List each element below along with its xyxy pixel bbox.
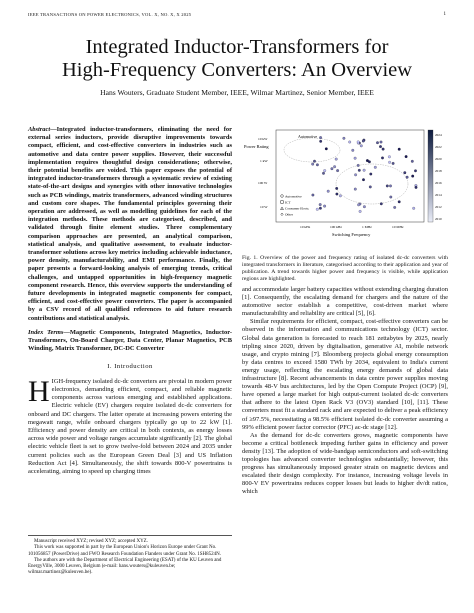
data-point bbox=[319, 203, 322, 206]
data-point bbox=[319, 207, 322, 210]
ict-region bbox=[336, 164, 408, 204]
data-point bbox=[406, 176, 409, 179]
data-point bbox=[323, 169, 326, 172]
colorbar-tick: 2012 bbox=[435, 205, 442, 209]
legend-marker bbox=[281, 201, 284, 204]
data-point bbox=[392, 162, 395, 165]
data-point bbox=[398, 201, 401, 204]
body-paragraph: As the demand for dc-dc converters grows, magnetic components have become a critical bottleneck impeding further gains in efficiency and power density [13]. The adoption of wide-bandgap semiconductors and soft-switching topologies has advanced converter technologies substantially; however, this progress has simultaneously imposed greater strain on magnetic devices and escalated their design complexity. For instance, increasing voltage levels in 800-V EV powertrains reduces copper losses but leads to higher dv/dt ratios, which bbox=[242, 431, 448, 496]
footnotes bbox=[28, 535, 232, 577]
title-line-2: High-Frequency Converters: An Overview bbox=[61, 59, 413, 81]
data-point bbox=[352, 149, 355, 152]
footnote: This work was supported in part by the European Union's Horizon Europe under Grant No. 101056857 (PowerDrive) and FWO Research Foundation Flanders under Grant No. 1SH8524N. bbox=[28, 545, 222, 557]
data-point bbox=[362, 178, 365, 181]
data-point bbox=[348, 141, 351, 144]
data-point bbox=[389, 185, 392, 188]
data-point bbox=[343, 137, 346, 140]
data-point bbox=[319, 136, 322, 139]
right-column-body bbox=[242, 286, 448, 496]
data-point bbox=[322, 172, 325, 175]
legend-entry: Other bbox=[285, 212, 293, 217]
automotive-region bbox=[284, 138, 340, 162]
colorbar-tick: 2018 bbox=[435, 169, 442, 173]
data-point bbox=[411, 175, 414, 178]
data-point bbox=[327, 190, 330, 193]
left-column bbox=[28, 126, 232, 476]
x-tick: 1 MHz bbox=[362, 225, 372, 229]
x-tick: 10 kHz bbox=[300, 225, 311, 229]
legend bbox=[281, 195, 310, 217]
footnote: Manuscript received XYZ; revised XYZ; accepted XYZ. bbox=[34, 539, 148, 544]
data-point bbox=[325, 148, 328, 151]
data-point bbox=[380, 203, 383, 206]
data-point bbox=[313, 160, 316, 163]
data-point bbox=[381, 157, 384, 160]
index-terms-label: Index Terms bbox=[28, 328, 64, 336]
colorbar-tick: 2024 bbox=[435, 133, 442, 137]
data-point bbox=[374, 166, 377, 169]
legend-entry: Automotive bbox=[285, 194, 302, 199]
title-line-1: Integrated Inductor-Transformers for bbox=[85, 36, 389, 58]
data-point bbox=[359, 210, 362, 213]
data-point bbox=[336, 169, 339, 172]
colorbar-tick: 2022 bbox=[435, 145, 442, 149]
paper-title bbox=[20, 36, 454, 82]
data-point bbox=[393, 206, 396, 209]
data-point bbox=[415, 186, 418, 189]
page-number: 1 bbox=[443, 12, 446, 17]
abstract-text: —Integrated inductor-transformers, eliminating the need for external series inductors, provide disruptive improvements towards compact, efficient, and cost-effective converters in industries such as automotive and data centre power supplies. However, their successful implementation requires thoughtful design considerations; otherwise, their potential benefits are voided. This paper exposes the potential of integrated inductor-transformers through a systematic review of existing state-of-the-art designs and synergies with other innovative technologies such as PCB windings, matrix transformers, advanced winding structures and custom core shapes. The fundamental principles governing their operation are addressed, as well as modelling guidelines for each of the integration methods. These methods are categorised, described, and validated through finite element studies. Three complementary comparison approaches are presented, an analytical comparison, statistical analysis, and qualitative assessment, to evaluate inductor-transformer solutions across key metrics including achievable inductance, power density, manufacturability, and EMI performance. Finally, the paper presents a forward-looking analysis of emerging trends, critical challenges, and untapped opportunities in high-frequency magnetic component research. Hence, this overview supports the understanding of future developments in integrated magnetic components for compact, efficient, and cost-effective power converters. The paper is accompanied by a CSV record of all qualified references to aid future research contributions and statistical analysis. bbox=[28, 126, 232, 322]
data-point bbox=[354, 188, 357, 191]
data-point bbox=[358, 169, 361, 172]
legend-entry: ICT bbox=[285, 200, 291, 205]
figure-1-scatter bbox=[242, 126, 448, 246]
y-tick: 10 W bbox=[260, 205, 268, 209]
author-line: Hans Wouters, Graduate Student Member, IEEE, Wilmar Martinez, Senior Member, IEEE bbox=[100, 88, 374, 97]
data-point bbox=[388, 156, 391, 159]
dropcap: H bbox=[28, 374, 50, 408]
legend-marker bbox=[281, 207, 284, 210]
data-point bbox=[386, 185, 389, 188]
running-header: IEEE TRANSACTIONS ON POWER ELECTRONICS, VOL. X, NO. X, X 2025 bbox=[28, 12, 192, 17]
colorbar-tick: 2010 bbox=[435, 217, 442, 221]
data-point bbox=[323, 205, 326, 208]
data-point bbox=[362, 140, 365, 143]
data-point bbox=[405, 155, 408, 158]
legend-entry: Consumer Electr. bbox=[285, 206, 310, 211]
data-point bbox=[339, 195, 342, 198]
colorbar-tick: 2014 bbox=[435, 193, 442, 197]
x-axis-label: Switching Frequency bbox=[332, 232, 371, 237]
y-tick: 1 kW bbox=[260, 159, 268, 163]
data-point bbox=[357, 204, 360, 207]
index-terms bbox=[28, 329, 232, 354]
data-point bbox=[382, 148, 385, 151]
data-point bbox=[411, 160, 414, 163]
data-point bbox=[316, 208, 319, 211]
data-points bbox=[311, 136, 417, 212]
legend-marker bbox=[281, 195, 284, 198]
y-tick: 100 W bbox=[258, 181, 268, 185]
data-point bbox=[333, 165, 336, 168]
data-point bbox=[376, 141, 379, 144]
y-axis-label: Power Rating bbox=[244, 144, 269, 149]
data-point bbox=[335, 158, 338, 161]
intro-text: IGH-frequency isolated dc-dc converters are pivotal in modern power electronics, demanding efficient, compact, and reliable magnetic components across various emerging and established applications. Electric vehicle (EV) chargers require isolated dc-dc converters for onboard and DC chargers. The latter operate at increasing powers entering the megawatt range, while onboard chargers typically go up to 22 kW [1]. Efficiency and power density are critical in both contexts, as energy losses across wide power and voltage ranges accumulate significantly [2]. The global electric vehicle fleet is set to grow twelve-fold between 2024 and 2035 under current policies such as the European Green Deal [3] and US Inflation Reduction Act [4]. Simultaneously, the shift towards 800-V powertrains is accelerating, aiming to speed up charging times bbox=[28, 377, 232, 475]
region-label-automotive: Automotive bbox=[298, 134, 318, 139]
data-point bbox=[331, 167, 334, 170]
body-paragraph: Similar requirements for efficient, compact, cost-effective converters can be observed in the information and communications technology (ICT) sector. Global data generation is forecasted to reach 181 zettabytes by 2025, nearly tripling since 2020, driven by digitalisation, generative AI, mobile network usage, and crypto mining [7]. Bloomberg projects global energy consumption by data centres to exceed 1580 TWh by 2034, equivalent to India's current energy usage, reflecting the escalating energy demands of global data infrastructure [8]. Recent advancements in data centre power supplies moving towards 48-V bus architectures, led by the Open Compute Project (OCP) [9], have opened a large market for high output-current isolated dc-dc converters that adhere to the latest Open Rack V3 (OV3) standard [10], [11]. These converters must fit a standard rack and are expected to deliver a peak efficiency of ≥97.5%, necessitating a 98.5% efficient isolated dc-dc converter assuming a 99% efficient power factor corrector (PFC) ac-dc stage [12]. bbox=[242, 318, 448, 431]
data-point bbox=[357, 141, 360, 144]
data-point bbox=[360, 145, 363, 148]
data-point bbox=[369, 186, 372, 189]
data-point bbox=[370, 173, 373, 176]
data-point bbox=[388, 161, 391, 164]
colorbar-tick: 2020 bbox=[435, 157, 442, 161]
footnote: The authors are with the Department of Electrical Engineering (ESAT) of the KU Leuven and EnergyVille, 3000 Leuven, Belgium (e-mail: hans.wouters@kuleuven.be; wilmar.martinez@kuleuven.be). bbox=[28, 557, 222, 576]
data-point bbox=[404, 171, 407, 174]
data-point bbox=[354, 174, 357, 177]
x-tick: 100 kHz bbox=[330, 225, 342, 229]
data-point bbox=[335, 187, 338, 190]
data-point bbox=[357, 164, 360, 167]
abstract bbox=[28, 126, 232, 323]
data-point bbox=[336, 193, 339, 196]
data-point bbox=[354, 157, 357, 160]
data-point bbox=[412, 207, 415, 210]
data-point bbox=[379, 145, 382, 148]
year-colorbar bbox=[428, 130, 433, 222]
abstract-label: Abstract bbox=[28, 126, 51, 133]
data-point bbox=[414, 170, 417, 173]
y-tick: 10 kW bbox=[258, 137, 268, 141]
data-point bbox=[390, 196, 393, 199]
figure-caption: Fig. 1. Overview of the power and frequency rating of isolated dc-dc converters with integrated transformers in literature, categorised according to their application and year of publication. A trend towards higher power and frequency is visible, while application regions are highlighted. bbox=[242, 255, 448, 282]
data-point bbox=[311, 163, 314, 166]
intro-paragraph bbox=[28, 374, 232, 476]
x-tick: 10 MHz bbox=[392, 225, 404, 229]
section-heading: I. Introduction bbox=[107, 363, 153, 371]
legend-marker bbox=[281, 213, 284, 216]
data-point bbox=[366, 159, 369, 162]
data-point bbox=[316, 164, 319, 167]
index-terms-text: —Magnetic Components, Integrated Magnetics, Inductor-Transformers, On-Board Charger, Data Center, Planar Magnetics, PCB Winding, Matrix Transformer, DC-DC Converter bbox=[28, 328, 232, 353]
body-paragraph: and accommodate larger battery capacities without extending charging duration [1]. Consequently, the escalating demand for chargers and the nature of the automotive sector establish a competitive, cost-driven market where manufacturability and reliability are critical [5], [6]. bbox=[242, 286, 448, 318]
data-point bbox=[380, 141, 383, 144]
data-point bbox=[398, 148, 401, 151]
data-point bbox=[312, 194, 315, 197]
data-point bbox=[363, 205, 366, 208]
data-point bbox=[363, 169, 366, 172]
data-point bbox=[319, 140, 322, 143]
colorbar-tick: 2016 bbox=[435, 181, 442, 185]
